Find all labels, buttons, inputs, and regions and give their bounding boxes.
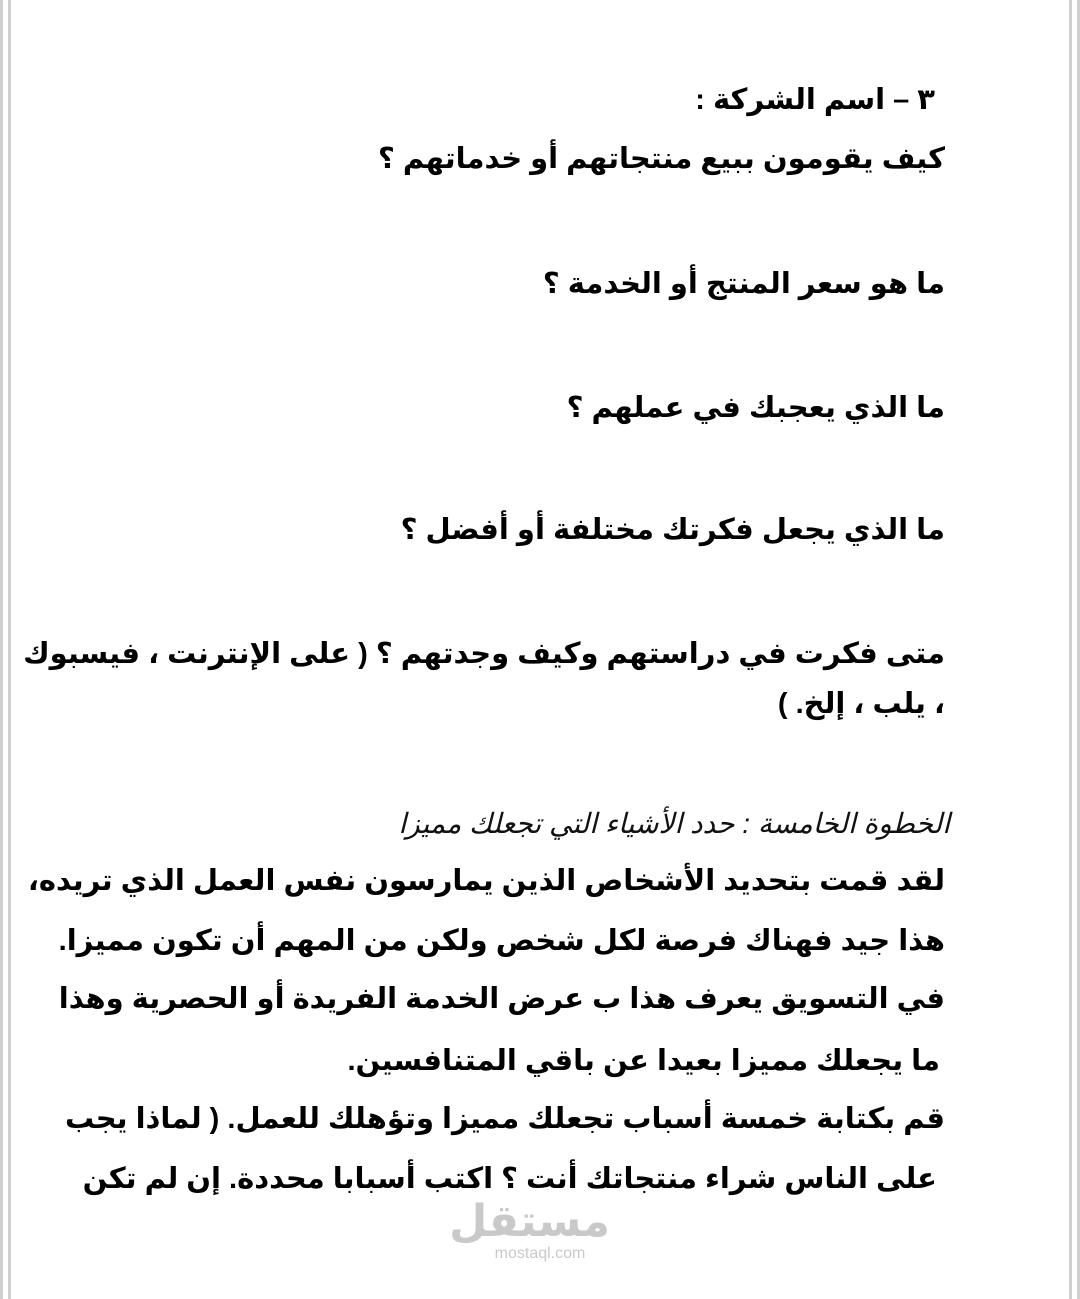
paragraph-line: على الناس شراء منتجاتك أنت ؟ اكتب أسبابا محددة. إن لم تكن (82, 1163, 937, 1195)
question-5: متى فكرت في دراستهم وكيف وجدتهم ؟ ( على الإنترنت ، فيسبوك (23, 638, 945, 670)
paragraph-line: قم بكتابة خمسة أسباب تجعلك مميزا وتؤهلك للعمل. ( لماذا يجب (65, 1103, 945, 1135)
watermark-arabic: مستقل (449, 1197, 610, 1246)
step-heading: الخطوة الخامسة : حدد الأشياء التي تجعلك مميزا (398, 808, 950, 839)
question-1: كيف يقومون ببيع منتجاتهم أو خدماتهم ؟ (377, 143, 945, 175)
question-5-cont: ، يلب ، إلخ. ) (777, 688, 945, 720)
section-title: ٣ – اسم الشركة : (695, 84, 935, 116)
page-edge-right-inner (1069, 0, 1072, 1299)
question-3: ما الذي يعجبك في عملهم ؟ (566, 392, 945, 424)
paragraph-line: في التسويق يعرف هذا ب عرض الخدمة الفريدة أو الحصرية وهذا (58, 983, 945, 1015)
paragraph-line: هذا جيد فهناك فرصة لكل شخص ولكن من المهم أن تكون مميزا. (58, 925, 945, 957)
page-edge-left (0, 0, 3, 1299)
question-2: ما هو سعر المنتج أو الخدمة ؟ (542, 268, 945, 300)
page-edge-left-inner (8, 0, 11, 1299)
mostaql-watermark-logo (449, 1197, 610, 1262)
watermark-domain: mostaql.com (494, 1245, 586, 1262)
question-4: ما الذي يجعل فكرتك مختلفة أو أفضل ؟ (400, 514, 945, 546)
paragraph-line: لقد قمت بتحديد الأشخاص الذين يمارسون نفس العمل الذي تريده، (27, 865, 945, 897)
paragraph-line: ما يجعلك مميزا بعيدا عن باقي المتنافسين. (347, 1045, 940, 1077)
